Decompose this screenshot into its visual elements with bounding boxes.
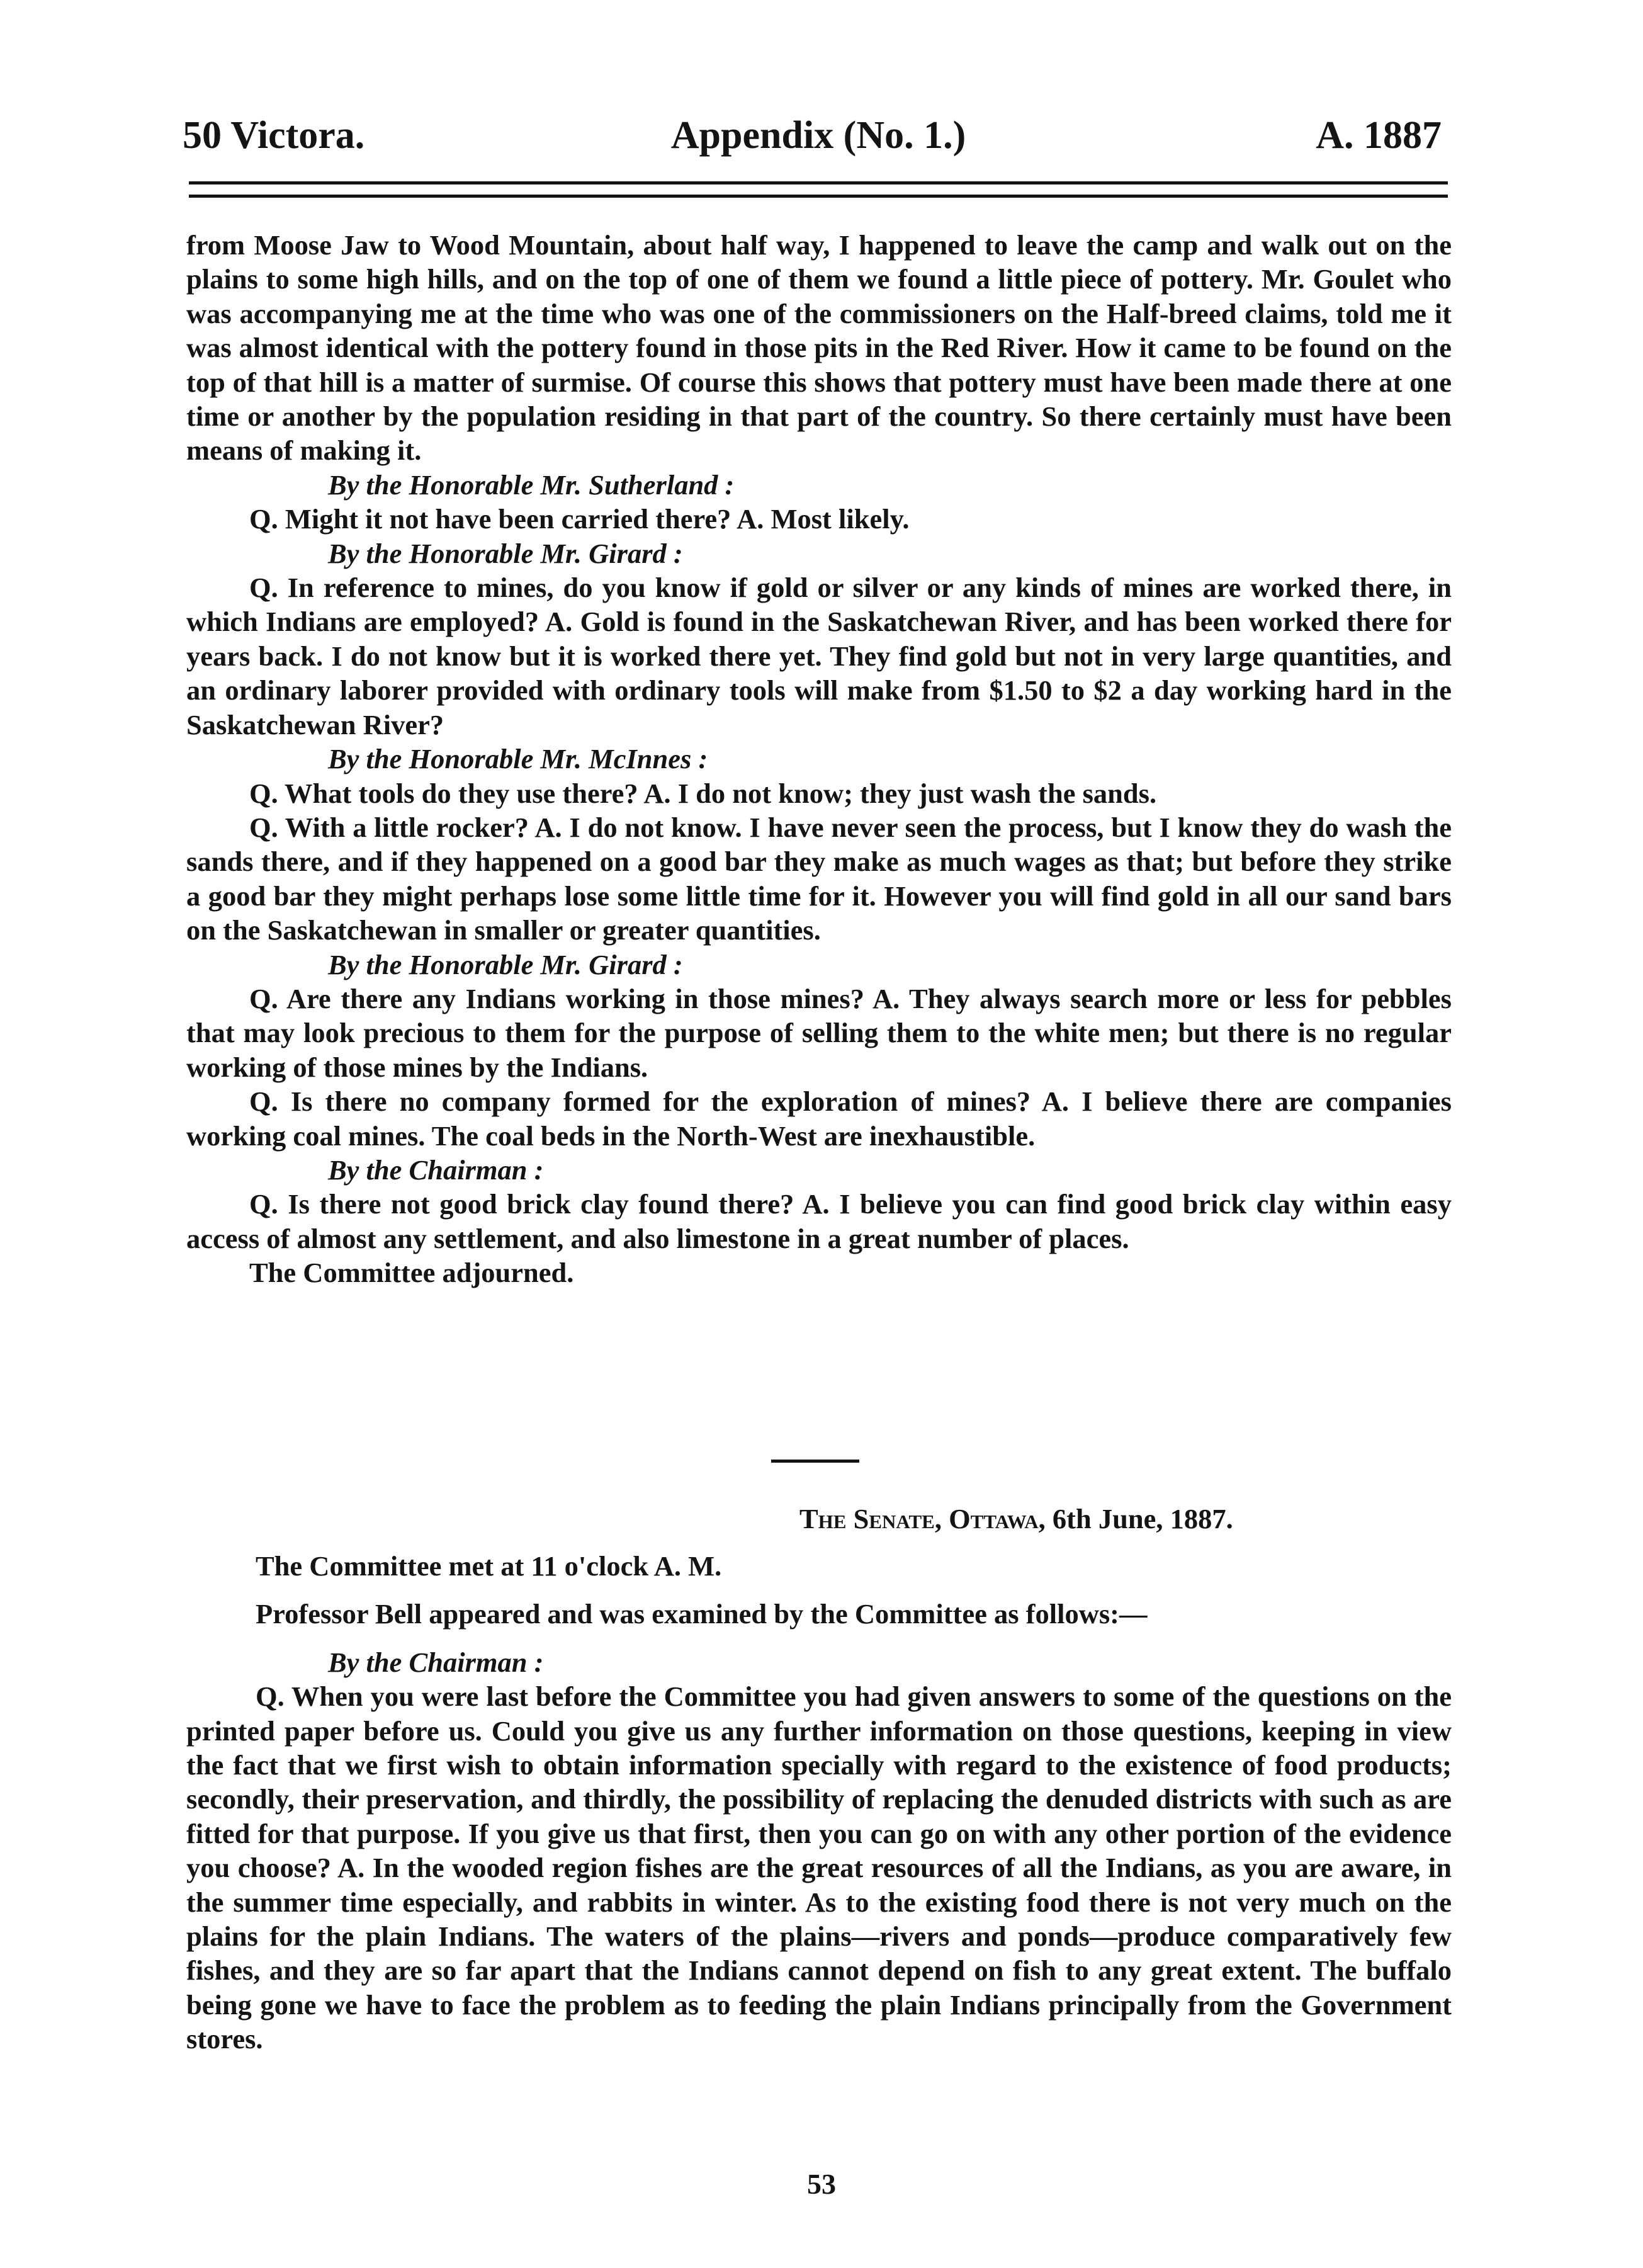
question-answer: Q. Is there no company formed for the exploration of mines? A. I believe there are companies working coal mines. The coal beds in the North-West are inexhaustible. <box>186 1086 1452 1152</box>
question-answer: Q. What tools do they use there? A. I do not know; they just wash the sands. <box>249 777 1157 809</box>
question-answer: Q. Are there any Indians working in those mines? A. They always search more or less for pebbles that may look precious to them for the purpose of selling them to the white men; but there is no regular working of those mines by the Indians. <box>186 982 1452 1083</box>
evidence-new-session <box>186 1549 1452 2056</box>
page-number: 53 <box>807 2168 836 2200</box>
question-answer: Q. In reference to mines, do you know if gold or silver or any kinds of mines are worked there, in which Indians are employed? A. Gold is found in the Saskatchewan River, and has been worked there for years back. I do not know but it is worked there yet. They find gold but not in very large quantities, and an ordinary laborer provided with ordinary tools will make from $1.50 to $2 a day working hard in the Saskatchewan River? <box>186 572 1452 740</box>
question-answer: Q. When you were last before the Committee you had given answers to some of the questions on the printed paper before us. Could you give us any further information on those questions, keeping in view the fact that we first wish to obtain information specially with regard to the existence of food products; secondly, their preservation, and thirdly, the possibility of replacing the denuded districts with such as are fitted for that purpose. If you give us that first, then you can go on with any other portion of the evidence you choose? A. In the wooded region fishes are the great resources of all the Indians, as you are aware, in the summer time especially, and rabbits in winter. As to the existing food there is not very much on the plains for the plain Indians. The waters of the plains—rivers and ponds—produce comparatively few fishes, and they are so far apart that the Indians cannot depend on fish to any great extent. The buffalo being gone we have to face the problem as to feeding the plain Indians principally from the Government stores. <box>186 1681 1452 2055</box>
speaker-heading: By the Chairman : <box>328 1646 544 1678</box>
speaker-heading: By the Honorable Mr. McInnes : <box>328 743 708 775</box>
section-divider <box>771 1460 859 1463</box>
question-answer: Q. Might it not have been carried there? A. Most likely. <box>249 503 910 535</box>
dateline-place: The Senate, Ottawa, <box>799 1503 1046 1534</box>
speaker-heading: By the Chairman : <box>328 1154 544 1186</box>
header-session: 50 Victora. <box>183 114 365 157</box>
header-appendix: Appendix (No. 1.) <box>670 114 966 157</box>
speaker-heading: By the Honorable Mr. Girard : <box>328 537 683 569</box>
header-double-rule <box>189 181 1448 198</box>
dateline <box>799 1500 1233 1538</box>
meeting-note: The Committee met at 11 o'clock A. M. <box>256 1550 722 1582</box>
speaker-heading: By the Honorable Mr. Girard : <box>328 948 683 980</box>
question-answer: Q. With a little rocker? A. I do not know. I have never seen the process, but I know they do wash the sands there, and if they happened on a good bar they make as much wages as that; but before they strike a good bar they might perhaps lose some little time for it. However you will find gold in all our sand bars on the Saskatchewan in smaller or greater quantities. <box>186 811 1452 946</box>
dateline-date: 6th June, 1887. <box>1052 1503 1233 1534</box>
witness-note: Professor Bell appeared and was examined by the Committee as follows:— <box>256 1598 1148 1630</box>
adjournment-note: The Committee adjourned. <box>249 1257 574 1289</box>
running-header <box>176 113 1460 170</box>
question-answer: Q. Is there not good brick clay found there? A. I believe you can find good brick clay within easy access of almost any settlement, and also limestone in a great number of places. <box>186 1188 1452 1254</box>
header-year: A. 1887 <box>1316 114 1442 157</box>
paragraph-continued: from Moose Jaw to Wood Mountain, about half way, I happened to leave the camp and walk out on the plains to some high hills, and on the top of one of them we found a little piece of pottery. Mr. Goulet who was accompanying me at the time who was one of the commissioners on the Half-breed claims, told me it was almost identical with the pottery found in those pits in the Red River. How it came to be found on the top of that hill is a matter of surmise. Of course this shows that pottery must have been made there at one time or another by the population residing in that part of the country. So there certainly must have been means of making it. <box>186 229 1452 467</box>
evidence-continued <box>186 228 1452 1290</box>
speaker-heading: By the Honorable Mr. Sutherland : <box>328 468 735 501</box>
